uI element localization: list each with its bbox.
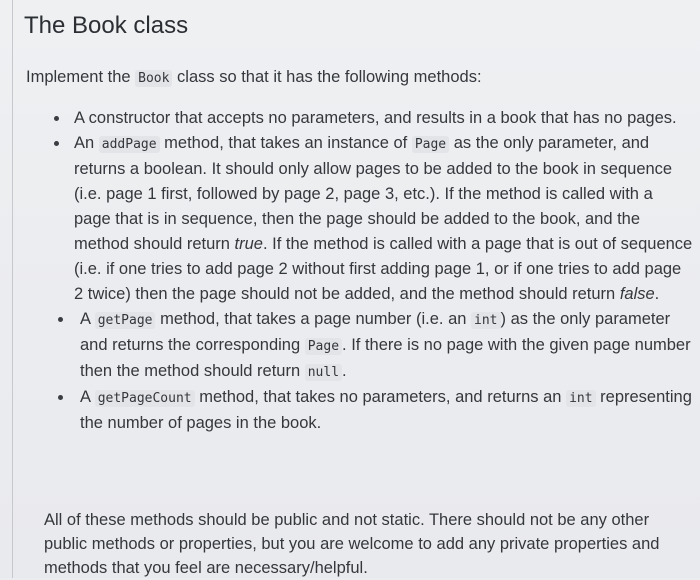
intro-paragraph (26, 65, 482, 91)
method-item-getpage (48, 307, 693, 385)
addpage-code: addPage (99, 136, 160, 153)
getpagecount-lead: A (80, 388, 95, 406)
getpage-page-code: Page (305, 338, 342, 355)
intro-text-before: Implement the (26, 68, 136, 86)
getpage-code: getPage (95, 312, 156, 329)
getpagecount-mid: method, that takes no parameters, and returns an (194, 388, 567, 406)
addpage-description-1: as the only parameter, and returns a boolean. It should only allow pages to be added to the book in sequence (i.e. page 1 first, followed by page 2, page 3, etc.). If the method is called with a page that is in sequence, then the page should be added to the book, and the method should return (74, 134, 673, 253)
method-item-getpagecount (48, 385, 693, 436)
methods-list (48, 106, 693, 436)
getpage-mid: method, that takes a page number (i.e. an (155, 310, 472, 328)
addpage-description-2: . If the method is called with a page that is out of sequence (i.e. if one tries to add page 2 without first adding page 1, or if one tries to add page 2 twice) then the page should not be added, and the method should return (74, 235, 693, 303)
intro-class-code: Book (135, 70, 172, 87)
closing-paragraph: All of these methods should be public and not static. There should not be any other public methods or properties, but you are welcome to add any private properties and methods that you feel are necessary/helpful. (44, 511, 660, 577)
addpage-page-code: Page (412, 136, 449, 153)
getpage-description-1: ) as the only parameter and returns the corresponding (80, 310, 671, 354)
addpage-mid: method, that takes an instance of (159, 134, 412, 152)
getpage-lead: A (80, 310, 95, 328)
addpage-end: . (654, 285, 660, 303)
getpagecount-end: representing the number of pages in the book. (80, 388, 692, 432)
getpage-description-2: . If there is no page with the given page number then the method should return (80, 336, 691, 380)
getpagecount-code: getPageCount (95, 390, 195, 407)
content-border (12, 0, 13, 578)
method-item-addpage (48, 131, 693, 307)
method-item-constructor (48, 106, 693, 131)
constructor-text: A constructor that accepts no parameters, and results in a book that has no pages. (74, 109, 677, 127)
intro-text-after: class so that it has the following methods: (172, 68, 482, 86)
addpage-true-value: true (234, 235, 263, 253)
getpage-null-code: null (305, 364, 342, 381)
getpagecount-int-code: int (566, 390, 595, 407)
page-title: The Book class (24, 12, 189, 39)
addpage-false-value: false (619, 285, 655, 303)
addpage-lead: An (74, 134, 99, 152)
getpage-int-code: int (471, 312, 500, 329)
getpage-end: . (342, 362, 347, 380)
